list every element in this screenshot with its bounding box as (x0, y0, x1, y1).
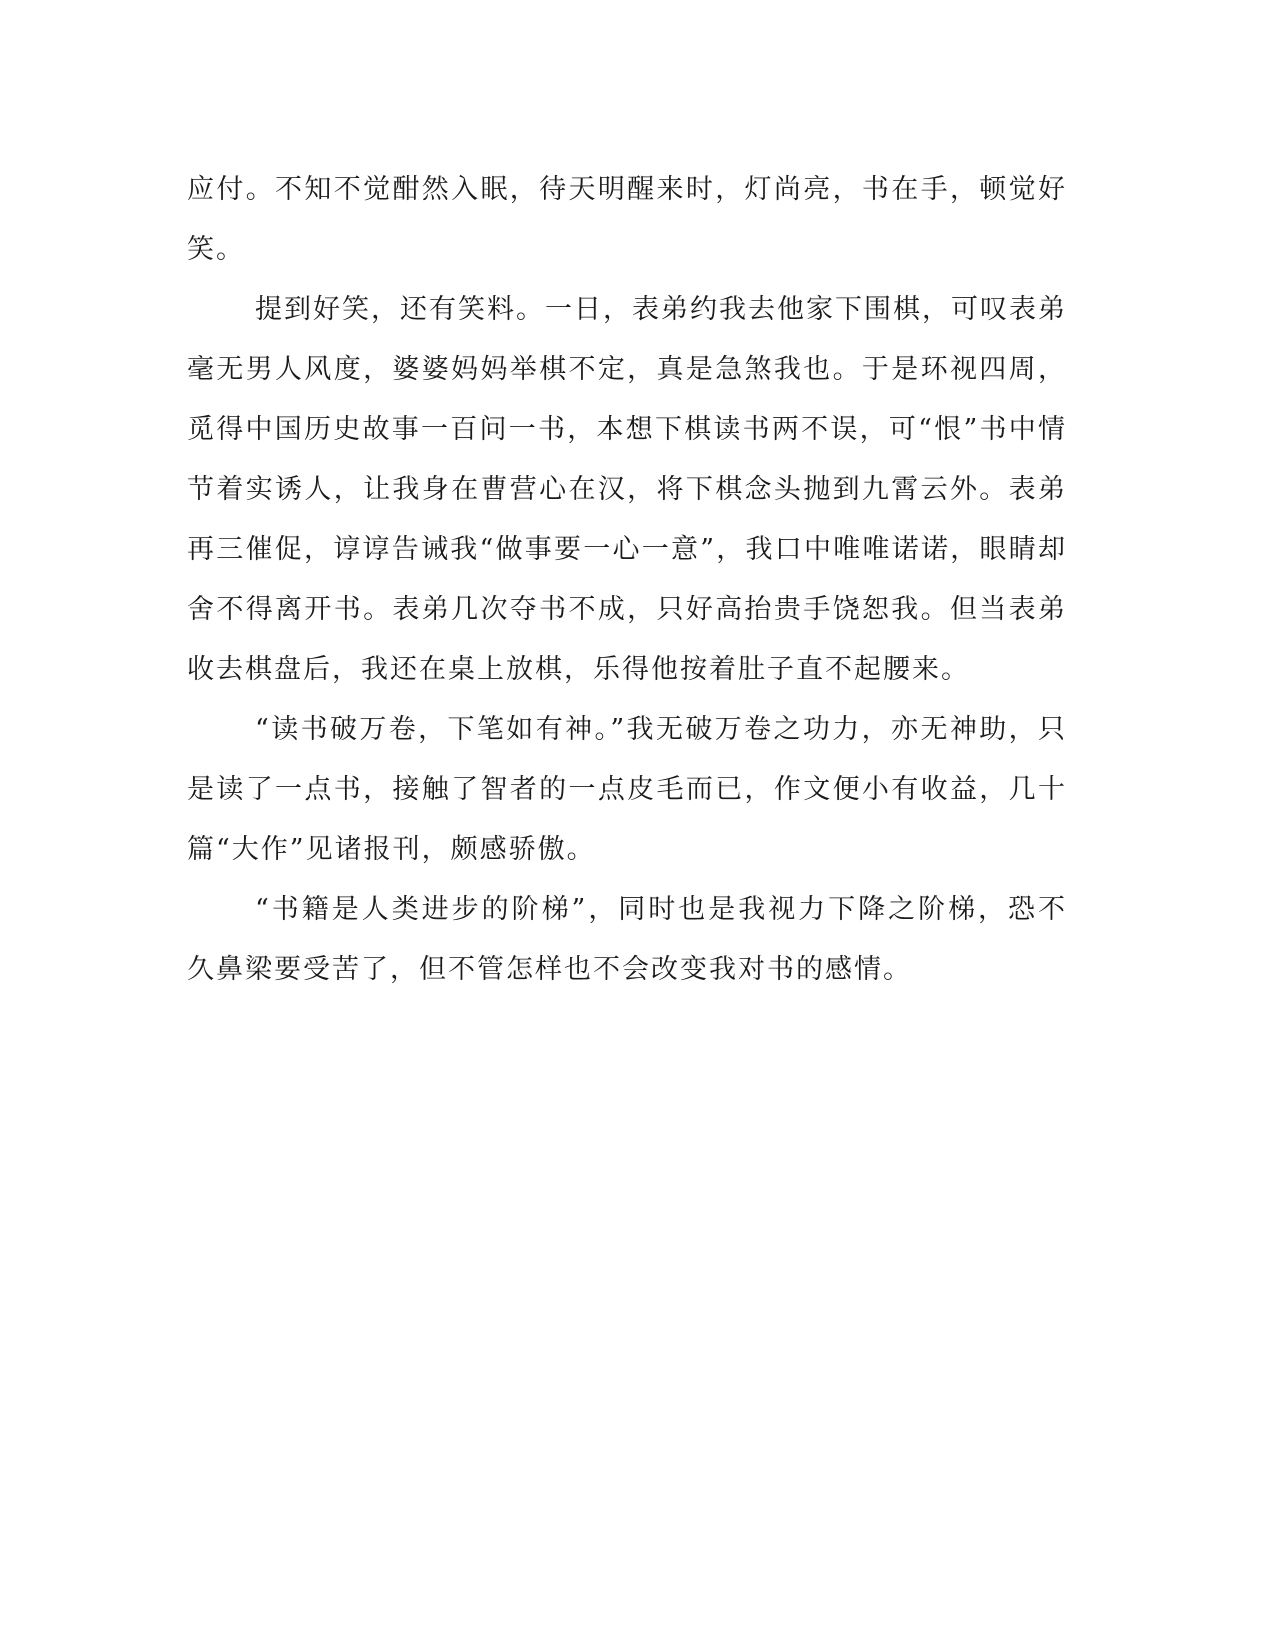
paragraph-2: 提到好笑，还有笑料。一日，表弟约我去他家下围棋，可叹表弟毫无男人风度，婆婆妈妈举棋不定，真是急煞我也。于是环视四周，觅得中国历史故事一百问一书，本想下棋读书两不误，可“恨”书中情节着实诱人，让我身在曹营心在汉，将下棋念头抛到九霄云外。表弟再三催促，谆谆告诫我“做事要一心一意”，我口中唯唯诺诺，眼睛却舍不得离开书。表弟几次夺书不成，只好高抬贵手饶恕我。但当表弟收去棋盘后，我还在桌上放棋，乐得他按着肚子直不起腰来。 (187, 294, 1067, 685)
paragraph-3: “读书破万卷，下笔如有神。”我无破万卷之功力，亦无神助，只是读了一点书，接触了智者的一点皮毛而已，作文便小有收益，几十篇“大作”见诸报刊，颇感骄傲。 (187, 714, 1067, 865)
paragraph-1: 应付。不知不觉酣然入眠，待天明醒来时，灯尚亮，书在手，顿觉好笑。 (187, 174, 1067, 265)
paragraph-4: “书籍是人类进步的阶梯”，同时也是我视力下降之阶梯，恐不久鼻梁要受苦了，但不管怎样也不会改变我对书的感情。 (187, 894, 1067, 985)
document-body (187, 160, 1067, 1000)
